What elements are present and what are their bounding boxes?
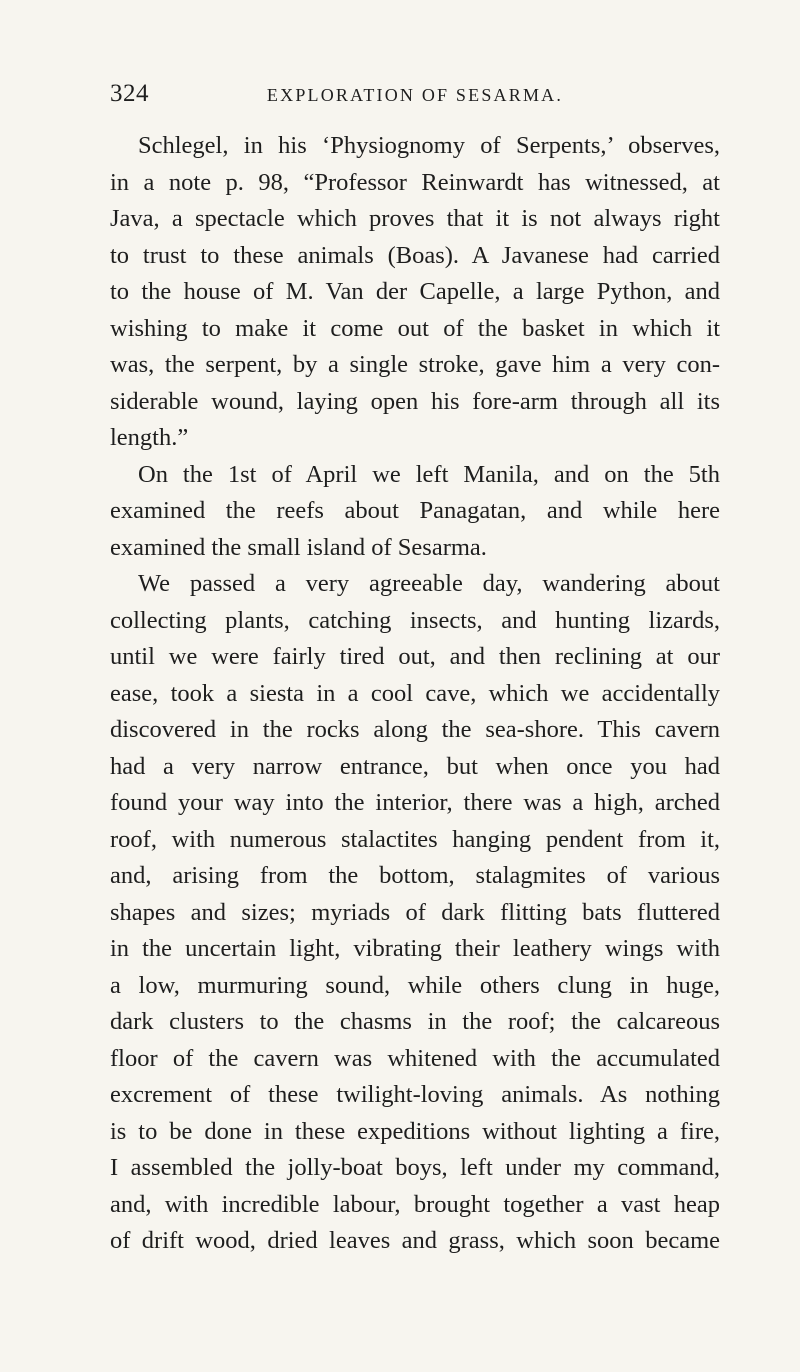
text-line: collecting plants, catching insects, and hunting lizards, [110, 606, 720, 634]
text-line: On the 1st of April we left Manila, and on the 5th [138, 460, 720, 488]
page-header [110, 80, 720, 110]
text-line: is to be done in these expeditions without lighting a fire, [110, 1117, 720, 1145]
paragraph [110, 457, 720, 567]
text-line: length.” [110, 424, 189, 451]
text-line: Schlegel, in his ‘Physiognomy of Serpents,’ observes, [138, 132, 720, 159]
text-line: shapes and sizes; myriads of dark flitting bats fluttered [110, 898, 720, 926]
text-line: examined the reefs about Panagatan, and while here [110, 497, 720, 524]
text-line: discovered in the rocks along the sea-shore. This cavern [110, 716, 720, 743]
page-number: 324 [110, 80, 149, 107]
text-line: and, arising from the bottom, stalagmites of various [110, 862, 720, 889]
running-head: EXPLORATION OF SESARMA. [266, 85, 564, 105]
text-line: wishing to make it come out of the basket in which it [110, 314, 720, 342]
text-line: to the house of M. Van der Capelle, a large Python, and [110, 278, 720, 305]
text-line: We passed a very agreeable day, wandering about [138, 570, 720, 597]
text-line: in a note p. 98, “Professor Reinwardt has witnessed, at [110, 168, 720, 196]
text-line: Java, a spectacle which proves that it is not always right [110, 205, 720, 232]
paragraph [110, 128, 720, 457]
text-line: excrement of these twilight-loving animals. As nothing [110, 1081, 720, 1108]
text-line: siderable wound, laying open his fore-arm through all its [110, 387, 720, 415]
text-line: until we were fairly tired out, and then reclining at our [110, 643, 720, 670]
text-line: roof, with numerous stalactites hanging pendent from it, [110, 825, 720, 853]
text-line: floor of the cavern was whitened with the accumulated [110, 1044, 720, 1072]
text-line: ease, took a siesta in a cool cave, which we accidentally [110, 679, 720, 707]
text-line: found your way into the interior, there was a high, arched [110, 789, 720, 816]
body-text [110, 128, 720, 1260]
text-line: examined the small island of Sesarma. [110, 533, 487, 561]
text-line: a low, murmuring sound, while others clung in huge, [110, 971, 720, 999]
text-line: of drift wood, dried leaves and grass, which soon became [110, 1227, 720, 1254]
text-line: was, the serpent, by a single stroke, gave him a very con- [110, 351, 720, 378]
text-line: had a very narrow entrance, but when once you had [110, 752, 720, 780]
text-line: I assembled the jolly-boat boys, left under my command, [110, 1154, 720, 1181]
text-line: to trust to these animals (Boas). A Javanese had carried [110, 241, 720, 269]
paragraph [110, 566, 720, 1260]
text-line: dark clusters to the chasms in the roof; the calcareous [110, 1008, 720, 1035]
text-line: in the uncertain light, vibrating their leathery wings with [110, 935, 720, 962]
text-line: and, with incredible labour, brought together a vast heap [110, 1190, 720, 1218]
